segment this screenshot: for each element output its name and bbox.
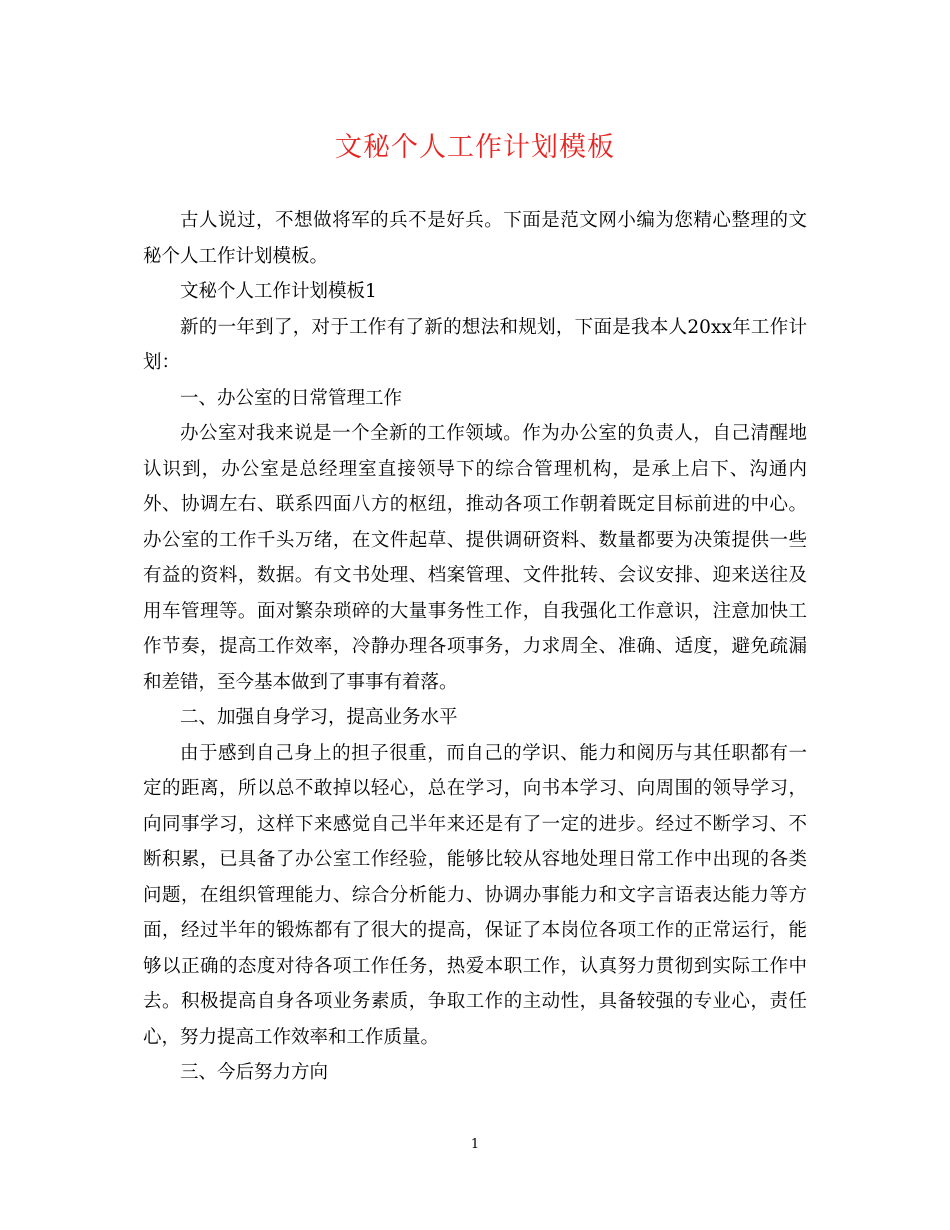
section-heading-future-direction: 三、今后努力方向 (180, 1062, 329, 1083)
opening-paragraph: 新的一年到了，对于工作有了新的想法和规划，下面是我本人20xx年工作计划： (143, 316, 807, 373)
page-number: 1 (470, 1137, 480, 1152)
document-body (143, 203, 807, 1091)
section-heading-template-1: 文秘个人工作计划模板1 (180, 281, 377, 302)
section-heading-self-study: 二、加强自身学习，提高业务水平 (180, 707, 458, 728)
section-heading-office-management: 一、办公室的日常管理工作 (180, 387, 403, 409)
document-title: 文秘个人工作计划模板 (335, 132, 615, 163)
intro-paragraph: 古人说过，不想做将军的兵不是好兵。下面是范文网小编为您精心整理的文秘个人工作计划模板。 (143, 210, 807, 267)
office-management-paragraph: 办公室对我来说是一个全新的工作领域。作为办公室的负责人，自己清醒地认识到，办公室是总经理室直接领导下的综合管理机构，是承上启下、沟通内外、协调左右、联系四面八方的枢纽，推动各项工作朝着既定目标前进的中心。办公室的工作千头万绪，在文件起草、提供调研资料、数量都要为决策提供一些有益的资料，数据。有文书处理、档案管理、文件批转、会议安排、迎来送往及用车管理等。面对繁杂琐碎的大量事务性工作，自我强化工作意识，注意加快工作节奏，提高工作效率，冷静办理各项事务，力求周全、准确、适度，避免疏漏和差错，至今基本做到了事事有着落。 (143, 423, 807, 693)
self-study-paragraph: 由于感到自己身上的担子很重，而自己的学识、能力和阅历与其任职都有一定的距离，所以总不敢掉以轻心，总在学习，向书本学习、向周围的领导学习，向同事学习，这样下来感觉自己半年来还是有了一定的进步。经过不断学习、不断积累，已具备了办公室工作经验，能够比较从容地处理日常工作中出现的各类问题，在组织管理能力、综合分析能力、协调办事能力和文字言语表达能力等方面，经过半年的锻炼都有了很大的提高，保证了本岗位各项工作的正常运行，能够以正确的态度对待各项工作任务，热爱本职工作，认真努力贯彻到实际工作中去。积极提高自身各项业务素质，争取工作的主动性，具备较强的专业心，责任心，努力提高工作效率和工作质量。 (143, 742, 807, 1048)
